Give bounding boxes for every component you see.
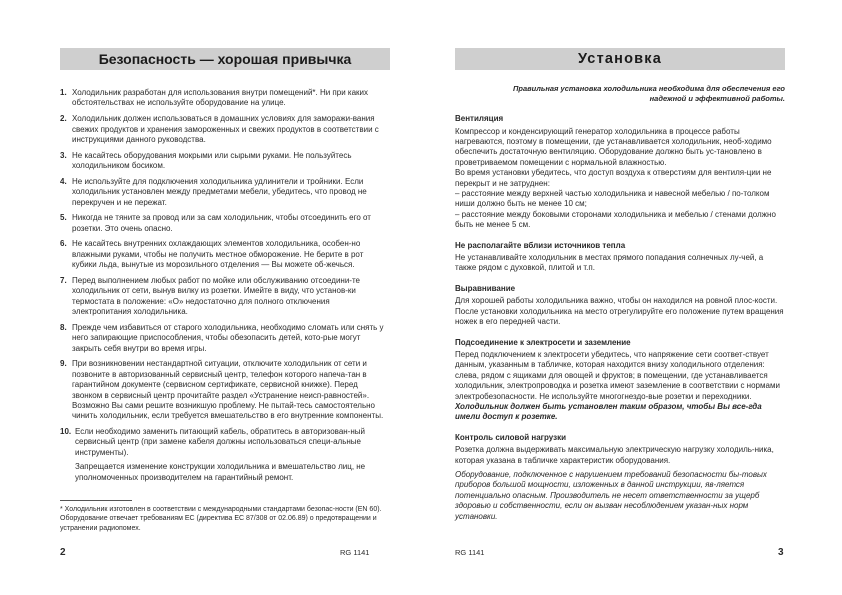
list-item: 3. Не касайтесь оборудования мокрыми или сырыми руками. Не пользуйтесь холодильником босиком. — [60, 150, 352, 171]
right-page — [421, 0, 842, 595]
section-body-ventilation: Компрессор и конденсирующий генератор холодильника в процессе работы нагреваются, поэтому в помещении, где устанавливается холодильник, необ-ходимо обеспечить достаточную вентиляцию. Оборудование должно быть ус-тановлено в проветриваемом помещении с нормальной влажностью. Во время установки убедитесь, что доступ воздуха к отверстиям для вентиля-ции не перекрыт и не затруднен: – расстояние между верхней частью холодильника и навесной мебелью / по-толком ниши должно быть не менее 10 см; – расстояние между боковыми сторонами холодильника и мебелью / стенами должно быть не менее 5 см. — [455, 126, 776, 230]
list-item-extra: Запрещается изменение конструкции холодильника и вмешательство лиц, не уполномоченных производителем на гарантийный ремонт. — [75, 462, 366, 482]
list-item: 2. Холодильник должен использоваться в домашних условиях для заморажи-вания свежих продуктов и хранения замороженных и свежих продуктов в соответствии с инструкциями данного руководства. — [60, 114, 379, 144]
installation-content — [455, 84, 785, 532]
section-title-electrical: Подсоединение к электросети и заземление — [455, 337, 631, 347]
page-number: 2 — [60, 547, 66, 558]
list-item: 7. Перед выполнением любых работ по мойке или обслуживанию отсоедини-те холодильник от сети, вынув вилку из розетки. Имейте в виду, что установ-ки термостата в положение: «O» недостаточно для полного отключения электропитания холодильника. — [60, 275, 360, 317]
section-body-leveling: Для хорошей работы холодильника важно, чтобы он находился на ровной плос-кости. После установки холодильника на место отрегулируйте его положение путем вращения ножек в его передней части. — [455, 296, 784, 327]
section-title-leveling: Выравнивание — [455, 283, 516, 293]
section-body-electrical: Перед подключением к электросети убедитесь, что напряжение сети соответ-ствует данным, указанным в табличке, которая находится внизу холодильного отделения: слева, рядом с ящиками для овощей и фруктов; в помещении, где устанавливается холодильник, электропроводка и розетка имеют заземление в соответствии с нормами электробезопасности. Не используйте многогнездо-вые розетки и переходники. Холодильник должен быть установлен таким образом, чтобы Вы все-гда имели доступ к розетке. — [455, 350, 785, 423]
list-item: 1. Холодильник разработан для использования внутри помещений*. Ни при каких обстоятельствах не используйте оборудование на улице. — [60, 88, 368, 108]
section-body-load: Розетка должна выдерживать максимальную электрическую нагрузку холодиль-ника, которая указана в табличке характеристик оборудования. Оборудование, подключенное с нарушением требований безопасности бы-товых приборов большой мощности, изложенных в данной инструкции, яв-ляется потенциально опасным. Производитель не несет ответственности за ущерб здоровью и собственности, если он вызван несоблюдением указан-ных норм установки. — [455, 445, 785, 522]
list-item: 4. Не используйте для подключения холодильника удлинители и тройники. Если холодильник установлен между предметами мебели, убедитесь, что провод не перекручен и не пережат. — [60, 176, 367, 207]
list-item: 9. При возникновении нестандартной ситуации, отключите холодильник от сети и позвоните в авторизованный сервисный центр, телефон которого напеча-тан в гарантийном документе (сервисном сертификате, сервисной книжке). Перед звонком в сервисный центр прочитайте раздел «Устранение неисп-равностей». Возможно Вы сами решите возникшую проблему. Не пытай-тесь самостоятельно чинить холодильник, если требуется вмешательство в его внутренние компоненты. — [60, 359, 384, 421]
section-body-heat-sources: Не устанавливайте холодильник в местах прямого попадания солнечных лу-чей, а также рядом с духовкой, плитой и т.п. — [455, 253, 764, 273]
list-item: 10. Если необходимо заменить питающий кабель, обратитесь в авторизован-ный сервисный центр (при замене кабеля должны использоваться специ-альные инструменты). Запрещается изменение конструкции холодильника и вмешательство лиц, не уполномоченных производителем на гарантийный ремонт. — [60, 427, 390, 483]
safety-list — [60, 88, 390, 488]
electrical-warning: Холодильник должен быть установлен таким образом, чтобы Вы все-гда имели доступ к розетке. — [455, 401, 762, 422]
safety-header: Безопасность — хорошая привычка — [60, 48, 390, 70]
section-title-load: Контроль силовой нагрузки — [455, 432, 567, 442]
section-title-heat-sources: Не располагайте вблизи источников тепла — [455, 240, 626, 250]
page-number: 3 — [778, 547, 784, 558]
footnote: * Холодильник изготовлен в соответствии с международными стандартами безопас-ности (EN 60). Оборудование отвечает требованиям ЕС (директива ЕС 87/308 от 02.06.89) о предотвращении и устранении радиопомех. — [60, 506, 382, 532]
document-reference: RG 1141 — [455, 548, 485, 557]
installation-header: Установка — [455, 48, 785, 70]
list-item: 6. Не касайтесь внутренних охлаждающих элементов холодильника, особен-но влажными руками, чтобы не получить местное обморожение. Не берите в рот кубики льда, вынутые из морозильного отделения — Вы можете об-жечься. — [60, 239, 364, 270]
list-item: 5. Никогда не тяните за провод или за сам холодильник, чтобы отсоединить его от розетки. Это очень опасно. — [60, 213, 371, 233]
list-item: 8. Прежде чем избавиться от старого холодильника, необходимо сломать или снять у него запирающие приспособления, чтобы обезопасить детей, кото-рые могут закрыть себя внутри во время игры. — [60, 322, 384, 353]
document-reference: RG 1141 — [340, 548, 370, 557]
section-title-ventilation: Вентиляция — [455, 114, 504, 124]
intro-text: Правильная установка холодильника необходима для обеспечения его надежной и эффективной работы. — [512, 84, 785, 103]
load-disclaimer: Оборудование, подключенное с нарушением требований безопасности бы-товых приборов большой мощности, изложенных в данной инструкции, яв-ляется потенциально опасным. Производитель не несет ответственности за ущерб здоровью и собственности, если он вызван несоблюдением указан-ных норм установки. — [455, 469, 767, 521]
footnote-divider — [60, 500, 132, 501]
